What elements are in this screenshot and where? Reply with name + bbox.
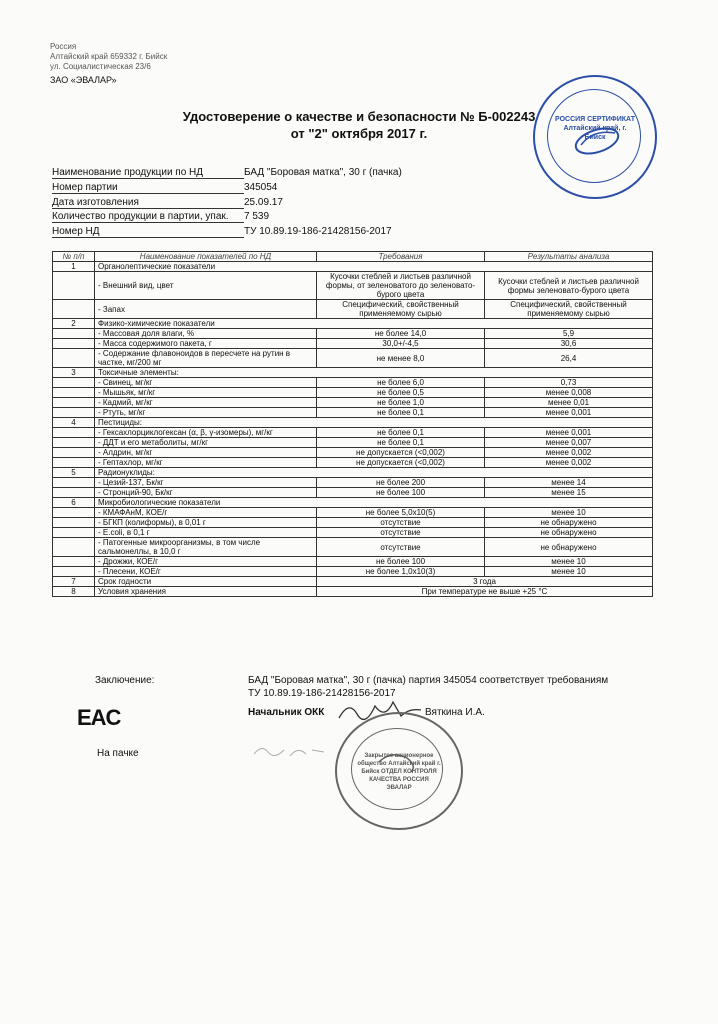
- indicator-name: - Алдрин, мг/кг: [95, 448, 317, 458]
- row-number: [53, 557, 95, 567]
- row-number: [53, 339, 95, 349]
- section-title: Токсичные элементы:: [95, 368, 653, 378]
- requirement-cell: не более 100: [317, 488, 485, 498]
- title-line-2: от "2" октября 2017 г.: [290, 126, 428, 141]
- row-number: [53, 378, 95, 388]
- table-row: [53, 528, 653, 538]
- requirement-cell: не более 6,0: [317, 378, 485, 388]
- indicator-name: - КМАФАнМ, КОЕ/г: [95, 508, 317, 518]
- table-row: [53, 339, 653, 349]
- result-cell: менее 0,002: [485, 458, 653, 468]
- row-number: 2: [53, 319, 95, 329]
- row-number: [53, 398, 95, 408]
- requirement-cell: не более 0,5: [317, 388, 485, 398]
- requirement-cell: отсутствие: [317, 518, 485, 528]
- table-row: [53, 508, 653, 518]
- table-row: [53, 408, 653, 418]
- table-row: [53, 300, 653, 319]
- requirement-cell: Кусочки стеблей и листьев различной формы, от зеленоватого до зеленовато-бурого цвета: [317, 272, 485, 300]
- table-row: [53, 478, 653, 488]
- table-row: [53, 378, 653, 388]
- row-number: 1: [53, 262, 95, 272]
- conclusion-label: Заключение:: [95, 675, 155, 686]
- header-num: № п/п: [53, 252, 95, 262]
- header-requirements: Требования: [317, 252, 485, 262]
- header-address-2: ул. Социалистическая 23/6: [50, 62, 151, 71]
- table-row: [53, 272, 653, 300]
- table-section-row: [53, 368, 653, 378]
- table-section-row: [53, 319, 653, 329]
- table-row: [53, 488, 653, 498]
- table-section-row: [53, 418, 653, 428]
- info-value: 25.09.17: [244, 197, 283, 208]
- info-value: 7 539: [244, 211, 270, 222]
- table-row: [53, 349, 653, 368]
- row-number: [53, 272, 95, 300]
- result-cell: менее 0,001: [485, 428, 653, 438]
- info-value: БАД "Боровая матка", 30 г (пачка): [244, 167, 402, 178]
- section-title: Физико-химические показатели: [95, 319, 653, 329]
- table-row: [53, 448, 653, 458]
- table-row: [53, 557, 653, 567]
- document-title: [0, 108, 718, 142]
- row-number: [53, 329, 95, 339]
- requirement-cell: не более 5,0х10(5): [317, 508, 485, 518]
- indicator-name: - БГКП (колиформы), в 0,01 г: [95, 518, 317, 528]
- section-title: Микробиологические показатели: [95, 498, 653, 508]
- row-number: [53, 349, 95, 368]
- header-results: Результаты анализа: [485, 252, 653, 262]
- results-table: [52, 251, 653, 597]
- indicator-name: - Гептахлор, мг/кг: [95, 458, 317, 468]
- signature-role: Начальник ОКК: [248, 707, 325, 718]
- indicator-name: - Запах: [95, 300, 317, 319]
- table-row: [53, 388, 653, 398]
- indicator-value: 3 года: [317, 577, 653, 587]
- info-label: Номер НД: [52, 225, 244, 239]
- indicator-name: - Свинец, мг/кг: [95, 378, 317, 388]
- result-cell: менее 0,002: [485, 448, 653, 458]
- row-number: 8: [53, 587, 95, 597]
- indicator-name: - Гексахлорциклогексан (α, β, γ-изомеры), мг/кг: [95, 428, 317, 438]
- indicator-name: - Стронций-90, Бк/кг: [95, 488, 317, 498]
- header-address-1: Алтайский край 659332 г. Бийск: [50, 52, 168, 61]
- info-row-date: [52, 196, 472, 210]
- row-number: 5: [53, 468, 95, 478]
- conclusion-line-2: ТУ 10.89.19-186-21428156-2017: [248, 688, 396, 699]
- indicator-name: - Содержание флавоноидов в пересчете на рутин в частке, мг/200 мг: [95, 349, 317, 368]
- row-number: 4: [53, 418, 95, 428]
- result-cell: менее 10: [485, 508, 653, 518]
- indicator-name: - Ртуть, мг/кг: [95, 408, 317, 418]
- requirement-cell: Специфический, свойственный применяемому сырью: [317, 300, 485, 319]
- header-company: ЗАО «ЭВАЛАР»: [50, 75, 117, 85]
- header-country: Россия: [50, 42, 77, 51]
- row-number: [53, 538, 95, 557]
- result-cell: Кусочки стеблей и листьев различной формы зеленовато-бурого цвета: [485, 272, 653, 300]
- result-cell: менее 10: [485, 567, 653, 577]
- table-section-row: [53, 262, 653, 272]
- table-body: [53, 262, 653, 597]
- requirement-cell: не допускается (<0,002): [317, 448, 485, 458]
- table-section-row: [53, 468, 653, 478]
- table-row: [53, 398, 653, 408]
- indicator-name: - Массовая доля влаги, %: [95, 329, 317, 339]
- requirement-cell: не более 1,0х10(3): [317, 567, 485, 577]
- table-row: [53, 577, 653, 587]
- indicator-name: - Кадмий, мг/кг: [95, 398, 317, 408]
- indicator-name: - Масса содержимого пакета, г: [95, 339, 317, 349]
- indicator-name: Условия хранения: [95, 587, 317, 597]
- table-row: [53, 587, 653, 597]
- requirement-cell: 30,0+/-4,5: [317, 339, 485, 349]
- info-label: Номер партии: [52, 181, 244, 195]
- table-row: [53, 329, 653, 339]
- row-number: [53, 488, 95, 498]
- requirement-cell: не более 0,1: [317, 428, 485, 438]
- pack-sample-scribble: [250, 738, 330, 766]
- row-number: [53, 478, 95, 488]
- result-cell: менее 0,008: [485, 388, 653, 398]
- table-row: [53, 438, 653, 448]
- result-cell: не обнаружено: [485, 518, 653, 528]
- requirement-cell: не более 14,0: [317, 329, 485, 339]
- row-number: [53, 428, 95, 438]
- indicator-name: Срок годности: [95, 577, 317, 587]
- row-number: [53, 518, 95, 528]
- indicator-value: При температуре не выше +25 °С: [317, 587, 653, 597]
- okk-stamp-text: Закрытое акционерное общество Алтайский край г. Бийск ОТДЕЛ КОНТРОЛЯ КАЧЕСТВА РОССИЯ ЭВАЛАР: [357, 753, 441, 791]
- pack-note: На пачке: [97, 748, 139, 759]
- requirement-cell: не более 0,1: [317, 438, 485, 448]
- info-label: Наименование продукции по НД: [52, 166, 244, 180]
- info-row-batch: [52, 181, 472, 195]
- row-number: [53, 300, 95, 319]
- requirement-cell: отсутствие: [317, 528, 485, 538]
- row-number: [53, 408, 95, 418]
- row-number: [53, 448, 95, 458]
- result-cell: менее 15: [485, 488, 653, 498]
- requirement-cell: не более 200: [317, 478, 485, 488]
- row-number: [53, 508, 95, 518]
- row-number: [53, 388, 95, 398]
- result-cell: не обнаружено: [485, 528, 653, 538]
- requirement-cell: не более 1,0: [317, 398, 485, 408]
- row-number: [53, 567, 95, 577]
- result-cell: не обнаружено: [485, 538, 653, 557]
- requirement-cell: не более 100: [317, 557, 485, 567]
- table-section-row: [53, 498, 653, 508]
- table-row: [53, 428, 653, 438]
- indicator-name: - Дрожжи, КОЕ/г: [95, 557, 317, 567]
- row-number: 3: [53, 368, 95, 378]
- header-name: Наименование показателей по НД: [95, 252, 317, 262]
- requirement-cell: не допускается (<0,002): [317, 458, 485, 468]
- section-title: Радионуклиды:: [95, 468, 653, 478]
- eac-mark: EAC: [77, 705, 121, 730]
- indicator-name: - Мышьяк, мг/кг: [95, 388, 317, 398]
- indicator-name: - Внешний вид, цвет: [95, 272, 317, 300]
- info-value: 345054: [244, 182, 278, 193]
- okk-stamp: [335, 712, 463, 830]
- info-label: Количество продукции в партии, упак.: [52, 210, 244, 224]
- requirement-cell: не более 0,1: [317, 408, 485, 418]
- conclusion-line-1: БАД "Боровая матка", 30 г (пачка) партия 345054 соответствует требованиям: [248, 675, 609, 686]
- result-cell: 26,4: [485, 349, 653, 368]
- result-cell: менее 0,01: [485, 398, 653, 408]
- info-value: ТУ 10.89.19-186-21428156-2017: [244, 226, 392, 237]
- table-row: [53, 458, 653, 468]
- result-cell: менее 0,007: [485, 438, 653, 448]
- requirement-cell: отсутствие: [317, 538, 485, 557]
- info-row-quantity: [52, 210, 472, 224]
- signature-name: Вяткина И.А.: [425, 707, 485, 718]
- info-label: Дата изготовления: [52, 196, 244, 210]
- result-cell: 5,9: [485, 329, 653, 339]
- table-row: [53, 567, 653, 577]
- result-cell: Специфический, свойственный применяемому сырью: [485, 300, 653, 319]
- table-header-row: [53, 252, 653, 262]
- info-row-nd: [52, 225, 472, 239]
- result-cell: 0,73: [485, 378, 653, 388]
- result-cell: менее 14: [485, 478, 653, 488]
- result-cell: 30,6: [485, 339, 653, 349]
- row-number: [53, 528, 95, 538]
- info-row-product: [52, 166, 472, 180]
- indicator-name: - ДДТ и его метаболиты, мг/кг: [95, 438, 317, 448]
- section-title: Пестициды:: [95, 418, 653, 428]
- table-row: [53, 538, 653, 557]
- indicator-name: - Цезий-137, Бк/кг: [95, 478, 317, 488]
- title-line-1: Удостоверение о качестве и безопасности № Б-002243: [182, 109, 536, 124]
- indicator-name: - Патогенные микроорганизмы, в том числе сальмонеллы, в 10,0 г: [95, 538, 317, 557]
- row-number: 7: [53, 577, 95, 587]
- certificate-stamp-text: РОССИЯ СЕРТИФИКАТ Алтайский край, г. Бийск: [555, 116, 636, 141]
- requirement-cell: не менее 8,0: [317, 349, 485, 368]
- row-number: [53, 458, 95, 468]
- section-title: Органолептические показатели: [95, 262, 653, 272]
- result-cell: менее 0,001: [485, 408, 653, 418]
- row-number: 6: [53, 498, 95, 508]
- indicator-name: - E.coli, в 0,1 г: [95, 528, 317, 538]
- table-row: [53, 518, 653, 528]
- indicator-name: - Плесени, КОЕ/г: [95, 567, 317, 577]
- row-number: [53, 438, 95, 448]
- result-cell: менее 10: [485, 557, 653, 567]
